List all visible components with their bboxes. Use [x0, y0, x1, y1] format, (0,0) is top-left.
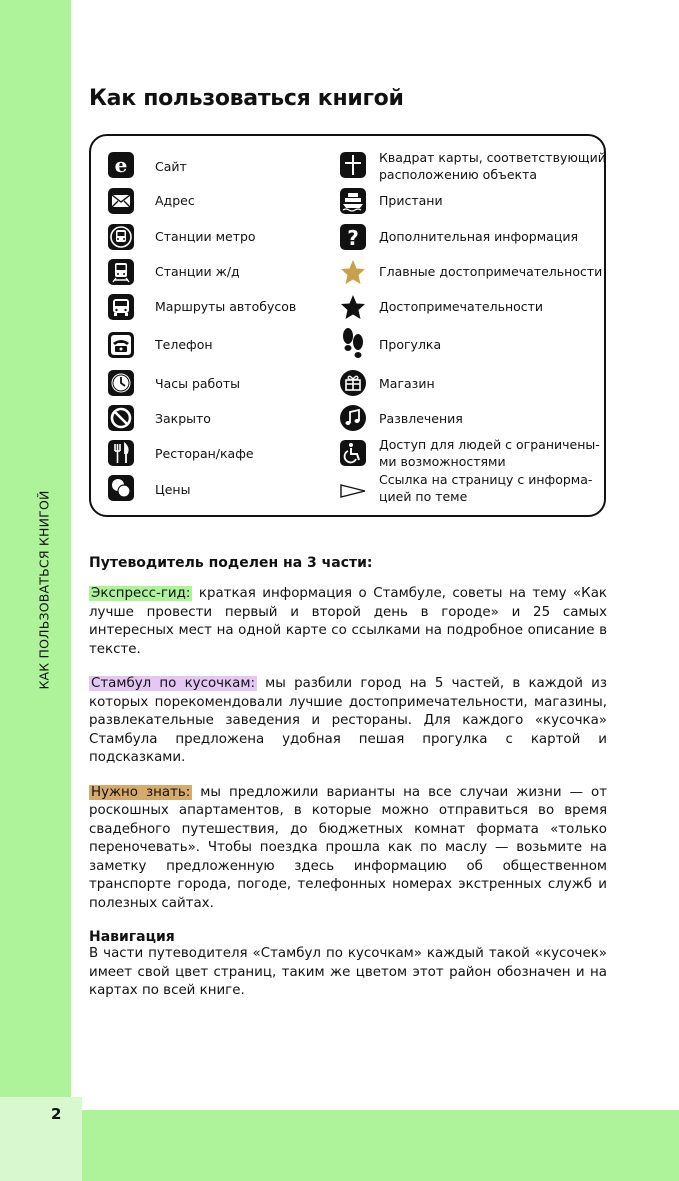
- envelope-icon: [107, 187, 135, 215]
- ferry-icon: [339, 187, 367, 215]
- page-number-box: [0, 1097, 82, 1181]
- map-grid-icon: [339, 151, 367, 179]
- svg-text:e: e: [114, 153, 128, 177]
- text-istanbul-pieces: мы разбили город на 5 частей, в каждой из которых порекомендовали лучшие достопримечательности, магазины, развлекательные заведения и рестораны. Для каждого «кусочка» Стамбула предложена удобная пешая прогулка с картой и подсказками.: [89, 676, 607, 765]
- clock-icon: [107, 369, 135, 397]
- bus-icon: [107, 293, 135, 321]
- coins-icon: [107, 474, 135, 502]
- section-need-to-know: [89, 784, 607, 914]
- black-star-icon: [339, 293, 367, 321]
- text-need-to-know: мы предложили варианты на все случаи жизни — от роскошных апартаментов, в которые можно отправиться во время свадебного путешествия, до бюджетных комнат формата «только переночевать». Чтобы поездка прошла как по маслу — возьмите на заметку предложенную здесь информацию об общественном транспорте города, погоде, телефонных номерах экстренных служб и полезных сайтах.: [89, 784, 607, 911]
- section-istanbul-pieces: [89, 675, 607, 768]
- phone-icon: [107, 331, 135, 359]
- svg-text:?: ?: [347, 226, 359, 250]
- metro-icon: [107, 223, 135, 251]
- website-icon: [107, 151, 135, 179]
- side-bar: [0, 0, 71, 1097]
- music-icon: [339, 404, 367, 432]
- bottom-bar: [82, 1110, 679, 1181]
- text-express-guide: краткая информация о Стамбуле, советы на тему «Как лучше провести первый и второй день в городе» и 25 самых интересных мест на одной карте со ссылками на подробное описание в тексте.: [89, 586, 607, 657]
- navigation-text: В части путеводителя «Стамбул по кусочкам» каждый такой «кусочек» имеет свой цвет страниц, таким же цветом этот район обозначен и на картах по всей книге.: [89, 946, 607, 998]
- term-express-guide: Экспресс-гид:: [91, 586, 191, 601]
- closed-icon: [107, 404, 135, 432]
- question-icon: [339, 223, 367, 251]
- parts-heading: Путеводитель поделен на 3 части:: [89, 555, 373, 571]
- page-link-arrow-icon: [339, 477, 367, 505]
- wheelchair-icon: [339, 439, 367, 467]
- gold-star-icon: [339, 258, 367, 286]
- navigation-heading: Навигация: [89, 929, 175, 945]
- section-express-guide: [89, 585, 607, 659]
- page-number: 2: [51, 1105, 62, 1123]
- side-section-label: КАК ПОЛЬЗОВАТЬСЯ КНИГОЙ: [36, 490, 52, 690]
- gift-icon: [339, 369, 367, 397]
- main-content: [89, 555, 607, 1017]
- term-istanbul-pieces: Стамбул по кусочкам:: [91, 676, 255, 691]
- footprints-icon: [339, 327, 367, 361]
- icon-legend: e Сайт Адрес Станции метро Станции ж/д Маршруты автобусов Телефон Часы работы Закрыто Ресторан/кафе Цены Квадрат карты, соответствующий расположению объекта Пристани ? Дополнительная информация Главные достопримечательности Достопримечательности Прогулка Магазин Развлечения Доступ для людей с ограничены- ми возможностями Ссылка на страницу с информа- цией по теме: [89, 134, 606, 517]
- restaurant-icon: [107, 439, 135, 467]
- page-title: Как пользоваться книгой: [89, 86, 404, 111]
- train-icon: [107, 258, 135, 286]
- term-need-to-know: Нужно знать:: [91, 784, 191, 800]
